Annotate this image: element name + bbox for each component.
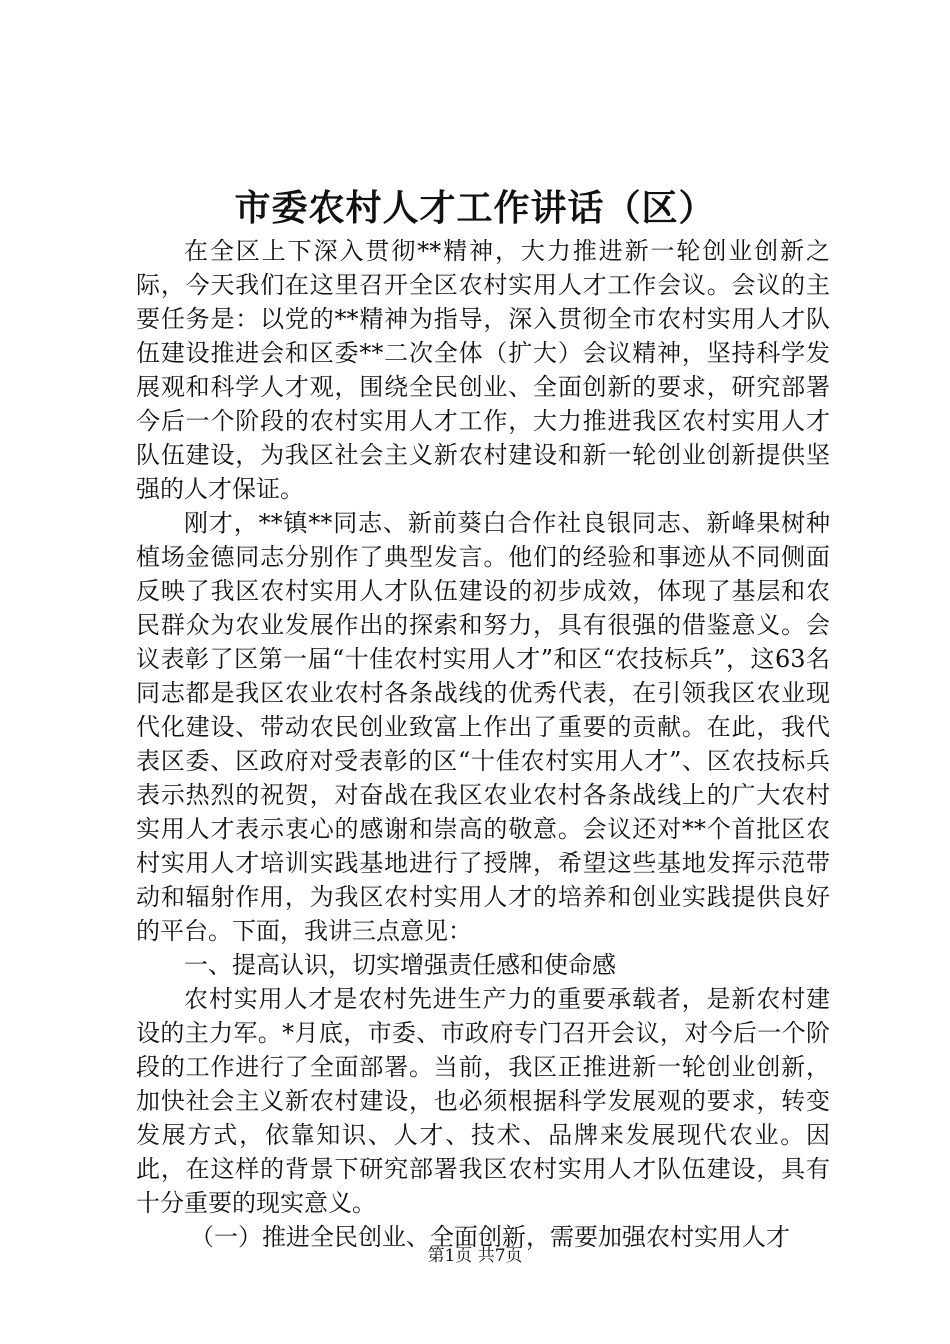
- section-heading-1: 一、提高认识，切实增强责任感和使命感: [184, 951, 616, 979]
- paragraph-speeches: 刚才，**镇**同志、新前葵白合作社良银同志、新峰果树种植场金德同志分别作了典型发言。他们的经验和事迹从不同侧面反映了我区农村实用人才队伍建设的初步成效，体现了基层和农民群众为农业发展作出的探索和努力，具有很强的借鉴意义。会议表彰了区第一届“十佳农村实用人才”和区“农技标兵”，这63名同志都是我区农业农村各条战线的优秀代表，在引领我区农业现代化建设、带动农民创业致富上作出了重要的贡献。在此，我代表区委、区政府对受表彰的区“十佳农村实用人才”、区农技标兵表示热烈的祝贺，对奋战在我区农业农村各条战线上的广大农村实用人才表示衷心的感谢和崇高的敬意。会议还对**个首批区农村实用人才培训实践基地进行了授牌，希望这些基地发挥示范带动和辐射作用，为我区农村实用人才的培养和创业实践提供良好的平台。下面，我讲三点意见：: [136, 509, 830, 945]
- paragraph-intro: 在全区上下深入贯彻**精神，大力推进新一轮创业创新之际，今天我们在这里召开全区农村实用人才工作会议。会议的主要任务是：以党的**精神为指导，深入贯彻全市农村实用人才队伍建设推进会和区委**二次全体（扩大）会议精神，坚持科学发展观和科学人才观，围绕全民创业、全面创新的要求，研究部署今后一个阶段的农村实用人才工作，大力推进我区农村实用人才队伍建设，为我区社会主义新农村建设和新一轮创业创新提供坚强的人才保证。: [136, 237, 830, 503]
- document-title: 市委农村人才工作讲话（区）: [234, 187, 716, 229]
- paragraph-section-1: 农村实用人才是农村先进生产力的重要承载者，是新农村建设的主力军。*月底，市委、市政府专门召开会议，对今后一个阶段的工作进行了全面部署。当前，我区正推进新一轮创业创新，加快社会主义新农村建设，也必须根据科学发展观的要求，转变发展方式，依靠知识、人才、技术、品牌来发展现代农业。因此，在这样的背景下研究部署我区农村实用人才队伍建设，具有十分重要的现实意义。: [136, 985, 830, 1217]
- page-number-footer: 第1页 共7页: [427, 1246, 523, 1266]
- subsection-heading-1: （一）推进全民创业、全面创新，需要加强农村实用人才: [190, 1223, 790, 1251]
- document-body: [136, 234, 830, 1254]
